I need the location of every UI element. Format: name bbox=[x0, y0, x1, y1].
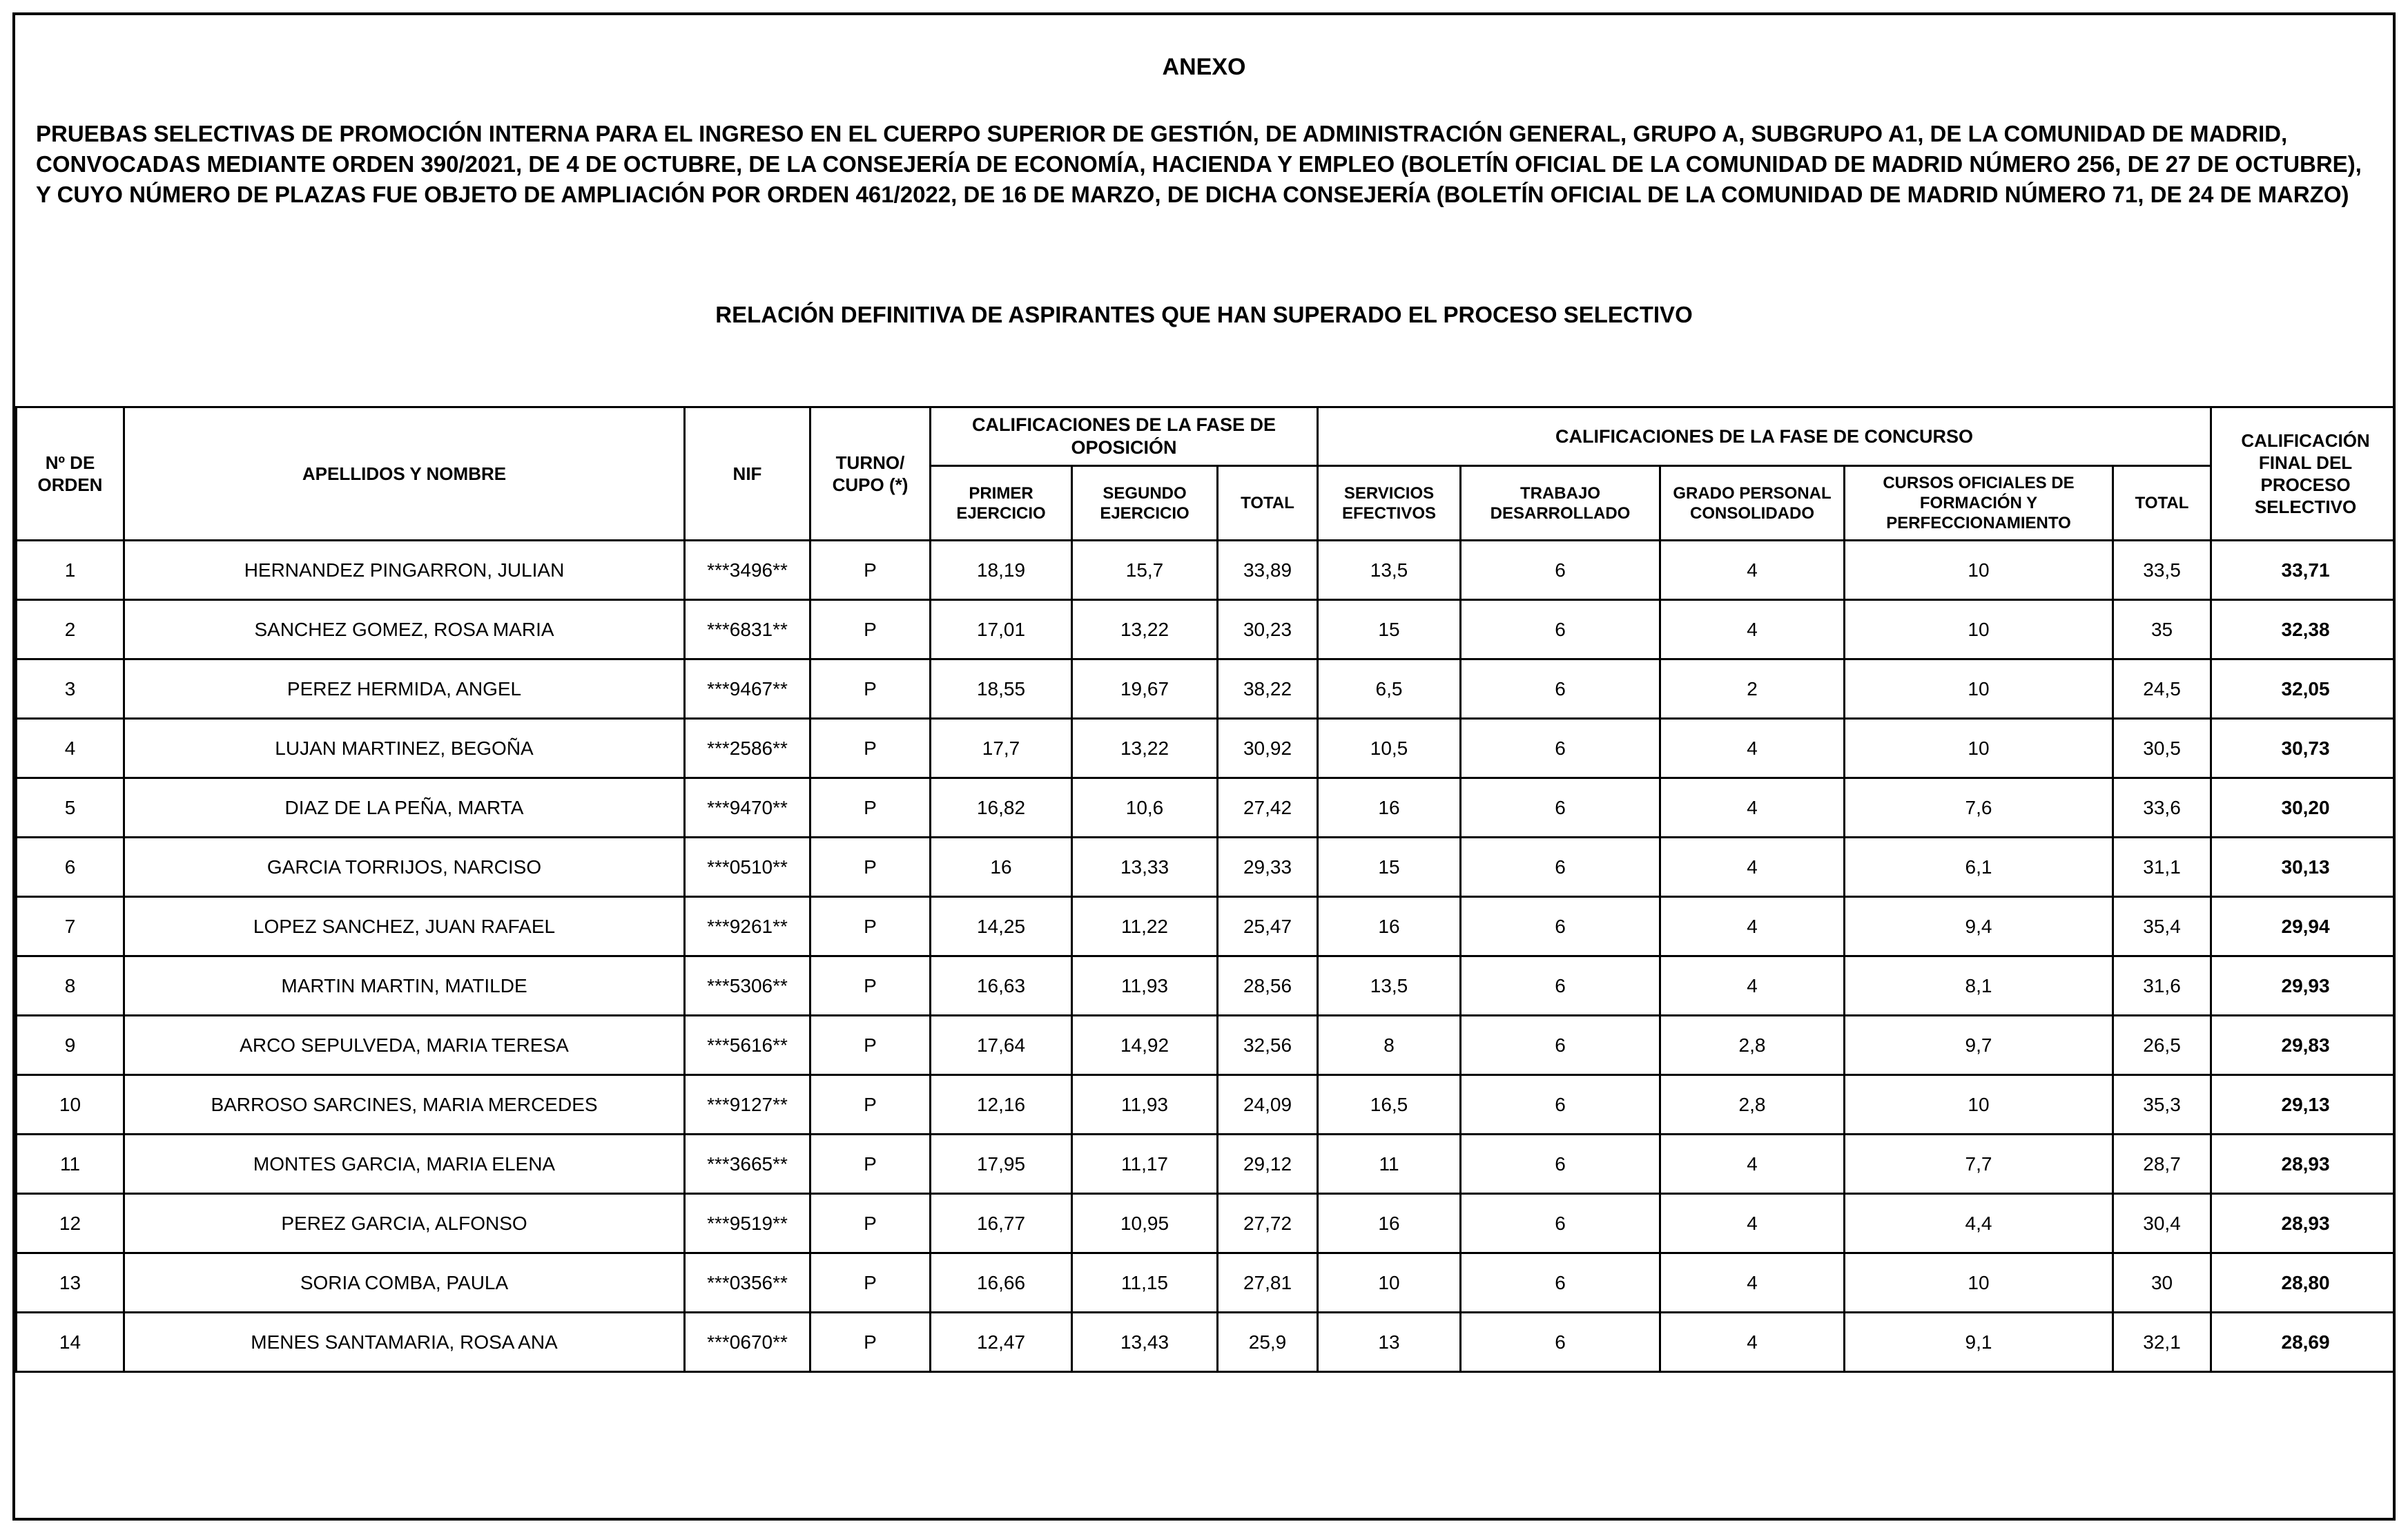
cell-cursos: 10 bbox=[1845, 1253, 2113, 1313]
cell-final: 29,83 bbox=[2211, 1016, 2396, 1075]
cell-concurso-total: 30,4 bbox=[2113, 1194, 2211, 1253]
cell-segundo-ejercicio: 13,22 bbox=[1072, 600, 1218, 659]
col-header-concurso-total: TOTAL bbox=[2113, 466, 2211, 541]
cell-grado: 4 bbox=[1660, 1135, 1845, 1194]
cell-name: HERNANDEZ PINGARRON, JULIAN bbox=[124, 541, 685, 600]
cell-segundo-ejercicio: 10,95 bbox=[1072, 1194, 1218, 1253]
cell-segundo-ejercicio: 10,6 bbox=[1072, 778, 1218, 838]
cell-turno: P bbox=[810, 1075, 931, 1135]
cell-order: 3 bbox=[17, 659, 124, 719]
cell-order: 8 bbox=[17, 956, 124, 1016]
cell-turno: P bbox=[810, 1194, 931, 1253]
cell-oposicion-total: 27,81 bbox=[1218, 1253, 1318, 1313]
table-row bbox=[17, 1194, 2396, 1253]
cell-grado: 2 bbox=[1660, 659, 1845, 719]
cell-servicios: 8 bbox=[1318, 1016, 1461, 1075]
cell-trabajo: 6 bbox=[1461, 719, 1660, 778]
table-header bbox=[17, 407, 2396, 541]
cell-order: 5 bbox=[17, 778, 124, 838]
cell-turno: P bbox=[810, 1313, 931, 1372]
cell-cursos: 9,7 bbox=[1845, 1016, 2113, 1075]
cell-oposicion-total: 27,72 bbox=[1218, 1194, 1318, 1253]
cell-primer-ejercicio: 14,25 bbox=[931, 897, 1072, 956]
cell-order: 14 bbox=[17, 1313, 124, 1372]
cell-segundo-ejercicio: 19,67 bbox=[1072, 659, 1218, 719]
cell-cursos: 8,1 bbox=[1845, 956, 2113, 1016]
cell-trabajo: 6 bbox=[1461, 1016, 1660, 1075]
cell-name: DIAZ DE LA PEÑA, MARTA bbox=[124, 778, 685, 838]
cell-name: MARTIN MARTIN, MATILDE bbox=[124, 956, 685, 1016]
cell-final: 28,93 bbox=[2211, 1135, 2396, 1194]
table-row bbox=[17, 956, 2396, 1016]
cell-order: 4 bbox=[17, 719, 124, 778]
cell-servicios: 16 bbox=[1318, 1194, 1461, 1253]
cell-oposicion-total: 28,56 bbox=[1218, 956, 1318, 1016]
cell-name: MONTES GARCIA, MARIA ELENA bbox=[124, 1135, 685, 1194]
cell-final: 29,13 bbox=[2211, 1075, 2396, 1135]
cell-final: 30,73 bbox=[2211, 719, 2396, 778]
cell-turno: P bbox=[810, 1016, 931, 1075]
cell-oposicion-total: 24,09 bbox=[1218, 1075, 1318, 1135]
cell-turno: P bbox=[810, 1253, 931, 1313]
cell-segundo-ejercicio: 11,15 bbox=[1072, 1253, 1218, 1313]
table-row bbox=[17, 838, 2396, 897]
cell-primer-ejercicio: 17,95 bbox=[931, 1135, 1072, 1194]
cell-cursos: 4,4 bbox=[1845, 1194, 2113, 1253]
cell-segundo-ejercicio: 11,93 bbox=[1072, 1075, 1218, 1135]
cell-final: 28,80 bbox=[2211, 1253, 2396, 1313]
cell-primer-ejercicio: 17,7 bbox=[931, 719, 1072, 778]
cell-name: ARCO SEPULVEDA, MARIA TERESA bbox=[124, 1016, 685, 1075]
col-header-grado-personal: GRADO PERSONAL CONSOLIDADO bbox=[1660, 466, 1845, 541]
table-row bbox=[17, 1075, 2396, 1135]
cell-servicios: 13,5 bbox=[1318, 956, 1461, 1016]
col-group-concurso: CALIFICACIONES DE LA FASE DE CONCURSO bbox=[1318, 407, 2211, 466]
cell-servicios: 13,5 bbox=[1318, 541, 1461, 600]
col-group-oposicion: CALIFICACIONES DE LA FASE DE OPOSICIÓN bbox=[931, 407, 1318, 466]
cell-primer-ejercicio: 16,66 bbox=[931, 1253, 1072, 1313]
cell-name: LOPEZ SANCHEZ, JUAN RAFAEL bbox=[124, 897, 685, 956]
col-header-primer-ejercicio: PRIMER EJERCICIO bbox=[931, 466, 1072, 541]
cell-trabajo: 6 bbox=[1461, 541, 1660, 600]
col-header-oposicion-total: TOTAL bbox=[1218, 466, 1318, 541]
cell-segundo-ejercicio: 14,92 bbox=[1072, 1016, 1218, 1075]
cell-order: 10 bbox=[17, 1075, 124, 1135]
cell-order: 2 bbox=[17, 600, 124, 659]
table-row bbox=[17, 1313, 2396, 1372]
table-header-row-groups bbox=[17, 407, 2396, 466]
cell-segundo-ejercicio: 15,7 bbox=[1072, 541, 1218, 600]
cell-final: 33,71 bbox=[2211, 541, 2396, 600]
cell-oposicion-total: 32,56 bbox=[1218, 1016, 1318, 1075]
table-row bbox=[17, 1016, 2396, 1075]
cell-name: PEREZ HERMIDA, ANGEL bbox=[124, 659, 685, 719]
cell-trabajo: 6 bbox=[1461, 956, 1660, 1016]
cell-name: SORIA COMBA, PAULA bbox=[124, 1253, 685, 1313]
cell-cursos: 7,6 bbox=[1845, 778, 2113, 838]
cell-nif: ***9467** bbox=[685, 659, 810, 719]
cell-nif: ***9519** bbox=[685, 1194, 810, 1253]
cell-cursos: 9,1 bbox=[1845, 1313, 2113, 1372]
cell-grado: 4 bbox=[1660, 778, 1845, 838]
cell-concurso-total: 31,1 bbox=[2113, 838, 2211, 897]
cell-cursos: 10 bbox=[1845, 541, 2113, 600]
table-row bbox=[17, 778, 2396, 838]
cell-grado: 4 bbox=[1660, 1253, 1845, 1313]
cell-servicios: 16 bbox=[1318, 897, 1461, 956]
cell-trabajo: 6 bbox=[1461, 1313, 1660, 1372]
cell-servicios: 6,5 bbox=[1318, 659, 1461, 719]
cell-nif: ***9261** bbox=[685, 897, 810, 956]
cell-servicios: 16 bbox=[1318, 778, 1461, 838]
cell-servicios: 11 bbox=[1318, 1135, 1461, 1194]
cell-final: 30,20 bbox=[2211, 778, 2396, 838]
cell-turno: P bbox=[810, 778, 931, 838]
cell-trabajo: 6 bbox=[1461, 1075, 1660, 1135]
col-header-turno: TURNO/ CUPO (*) bbox=[810, 407, 931, 541]
cell-final: 28,69 bbox=[2211, 1313, 2396, 1372]
col-header-segundo-ejercicio: SEGUNDO EJERCICIO bbox=[1072, 466, 1218, 541]
cell-nif: ***5616** bbox=[685, 1016, 810, 1075]
cell-concurso-total: 35,3 bbox=[2113, 1075, 2211, 1135]
cell-segundo-ejercicio: 13,22 bbox=[1072, 719, 1218, 778]
cell-trabajo: 6 bbox=[1461, 778, 1660, 838]
page-frame bbox=[12, 12, 2396, 1521]
col-header-name: APELLIDOS Y NOMBRE bbox=[124, 407, 685, 541]
cell-grado: 4 bbox=[1660, 541, 1845, 600]
cell-nif: ***9470** bbox=[685, 778, 810, 838]
cell-concurso-total: 30,5 bbox=[2113, 719, 2211, 778]
cell-grado: 4 bbox=[1660, 838, 1845, 897]
cell-turno: P bbox=[810, 956, 931, 1016]
cell-oposicion-total: 29,33 bbox=[1218, 838, 1318, 897]
cell-oposicion-total: 25,47 bbox=[1218, 897, 1318, 956]
cell-nif: ***0510** bbox=[685, 838, 810, 897]
cell-turno: P bbox=[810, 719, 931, 778]
cell-primer-ejercicio: 18,55 bbox=[931, 659, 1072, 719]
table-row bbox=[17, 897, 2396, 956]
cell-concurso-total: 30 bbox=[2113, 1253, 2211, 1313]
cell-segundo-ejercicio: 13,33 bbox=[1072, 838, 1218, 897]
cell-trabajo: 6 bbox=[1461, 600, 1660, 659]
cell-order: 13 bbox=[17, 1253, 124, 1313]
cell-name: LUJAN MARTINEZ, BEGOÑA bbox=[124, 719, 685, 778]
table-row bbox=[17, 719, 2396, 778]
cell-servicios: 10 bbox=[1318, 1253, 1461, 1313]
cell-oposicion-total: 30,92 bbox=[1218, 719, 1318, 778]
cell-order: 12 bbox=[17, 1194, 124, 1253]
cell-final: 29,93 bbox=[2211, 956, 2396, 1016]
cell-segundo-ejercicio: 11,17 bbox=[1072, 1135, 1218, 1194]
cell-servicios: 15 bbox=[1318, 838, 1461, 897]
cell-turno: P bbox=[810, 838, 931, 897]
cell-trabajo: 6 bbox=[1461, 1253, 1660, 1313]
cell-name: MENES SANTAMARIA, ROSA ANA bbox=[124, 1313, 685, 1372]
cell-order: 1 bbox=[17, 541, 124, 600]
cell-final: 30,13 bbox=[2211, 838, 2396, 897]
cell-primer-ejercicio: 12,47 bbox=[931, 1313, 1072, 1372]
cell-segundo-ejercicio: 13,43 bbox=[1072, 1313, 1218, 1372]
cell-trabajo: 6 bbox=[1461, 659, 1660, 719]
cell-order: 6 bbox=[17, 838, 124, 897]
cell-name: PEREZ GARCIA, ALFONSO bbox=[124, 1194, 685, 1253]
cell-trabajo: 6 bbox=[1461, 1135, 1660, 1194]
document-subtitle: RELACIÓN DEFINITIVA DE ASPIRANTES QUE HAN SUPERADO EL PROCESO SELECTIVO bbox=[715, 302, 1693, 327]
col-header-order: Nº DE ORDEN bbox=[17, 407, 124, 541]
table-body bbox=[17, 541, 2396, 1372]
cell-segundo-ejercicio: 11,93 bbox=[1072, 956, 1218, 1016]
cell-concurso-total: 35,4 bbox=[2113, 897, 2211, 956]
cell-name: BARROSO SARCINES, MARIA MERCEDES bbox=[124, 1075, 685, 1135]
table-row bbox=[17, 1253, 2396, 1313]
cell-final: 32,38 bbox=[2211, 600, 2396, 659]
cell-grado: 2,8 bbox=[1660, 1075, 1845, 1135]
cell-cursos: 10 bbox=[1845, 1075, 2113, 1135]
col-header-servicios-efectivos: SERVICIOS EFECTIVOS bbox=[1318, 466, 1461, 541]
cell-grado: 2,8 bbox=[1660, 1016, 1845, 1075]
table-row bbox=[17, 541, 2396, 600]
cell-nif: ***0356** bbox=[685, 1253, 810, 1313]
cell-grado: 4 bbox=[1660, 1313, 1845, 1372]
cell-trabajo: 6 bbox=[1461, 1194, 1660, 1253]
cell-primer-ejercicio: 12,16 bbox=[931, 1075, 1072, 1135]
cell-nif: ***9127** bbox=[685, 1075, 810, 1135]
cell-final: 28,93 bbox=[2211, 1194, 2396, 1253]
cell-concurso-total: 33,6 bbox=[2113, 778, 2211, 838]
cell-concurso-total: 33,5 bbox=[2113, 541, 2211, 600]
cell-order: 11 bbox=[17, 1135, 124, 1194]
cell-oposicion-total: 30,23 bbox=[1218, 600, 1318, 659]
cell-nif: ***5306** bbox=[685, 956, 810, 1016]
cell-turno: P bbox=[810, 1135, 931, 1194]
cell-nif: ***3496** bbox=[685, 541, 810, 600]
cell-primer-ejercicio: 16,77 bbox=[931, 1194, 1072, 1253]
cell-servicios: 16,5 bbox=[1318, 1075, 1461, 1135]
cell-oposicion-total: 29,12 bbox=[1218, 1135, 1318, 1194]
cell-primer-ejercicio: 17,01 bbox=[931, 600, 1072, 659]
cell-name: SANCHEZ GOMEZ, ROSA MARIA bbox=[124, 600, 685, 659]
cell-grado: 4 bbox=[1660, 1194, 1845, 1253]
cell-turno: P bbox=[810, 897, 931, 956]
cell-grado: 4 bbox=[1660, 719, 1845, 778]
cell-oposicion-total: 25,9 bbox=[1218, 1313, 1318, 1372]
cell-order: 7 bbox=[17, 897, 124, 956]
cell-concurso-total: 26,5 bbox=[2113, 1016, 2211, 1075]
cell-trabajo: 6 bbox=[1461, 838, 1660, 897]
cell-servicios: 15 bbox=[1318, 600, 1461, 659]
cell-cursos: 7,7 bbox=[1845, 1135, 2113, 1194]
cell-grado: 4 bbox=[1660, 897, 1845, 956]
col-header-trabajo-desarrollado: TRABAJO DESARROLLADO bbox=[1461, 466, 1660, 541]
cell-concurso-total: 32,1 bbox=[2113, 1313, 2211, 1372]
cell-name: GARCIA TORRIJOS, NARCISO bbox=[124, 838, 685, 897]
cell-final: 32,05 bbox=[2211, 659, 2396, 719]
results-table bbox=[15, 406, 2396, 1373]
cell-primer-ejercicio: 16 bbox=[931, 838, 1072, 897]
cell-oposicion-total: 27,42 bbox=[1218, 778, 1318, 838]
cell-turno: P bbox=[810, 600, 931, 659]
cell-cursos: 10 bbox=[1845, 600, 2113, 659]
table-row bbox=[17, 659, 2396, 719]
cell-cursos: 10 bbox=[1845, 719, 2113, 778]
cell-segundo-ejercicio: 11,22 bbox=[1072, 897, 1218, 956]
document-title: ANEXO bbox=[1162, 54, 1246, 80]
cell-nif: ***2586** bbox=[685, 719, 810, 778]
cell-final: 29,94 bbox=[2211, 897, 2396, 956]
cell-nif: ***0670** bbox=[685, 1313, 810, 1372]
table-row bbox=[17, 600, 2396, 659]
cell-oposicion-total: 33,89 bbox=[1218, 541, 1318, 600]
cell-order: 9 bbox=[17, 1016, 124, 1075]
cell-grado: 4 bbox=[1660, 600, 1845, 659]
cell-concurso-total: 28,7 bbox=[2113, 1135, 2211, 1194]
col-header-final: CALIFICACIÓN FINAL DEL PROCESO SELECTIVO bbox=[2211, 407, 2396, 541]
cell-cursos: 6,1 bbox=[1845, 838, 2113, 897]
col-header-cursos-oficiales: CURSOS OFICIALES DE FORMACIÓN Y PERFECCIONAMIENTO bbox=[1845, 466, 2113, 541]
cell-grado: 4 bbox=[1660, 956, 1845, 1016]
table-row bbox=[17, 1135, 2396, 1194]
cell-cursos: 10 bbox=[1845, 659, 2113, 719]
cell-cursos: 9,4 bbox=[1845, 897, 2113, 956]
cell-nif: ***3665** bbox=[685, 1135, 810, 1194]
cell-primer-ejercicio: 16,82 bbox=[931, 778, 1072, 838]
cell-primer-ejercicio: 16,63 bbox=[931, 956, 1072, 1016]
cell-concurso-total: 35 bbox=[2113, 600, 2211, 659]
cell-concurso-total: 31,6 bbox=[2113, 956, 2211, 1016]
cell-concurso-total: 24,5 bbox=[2113, 659, 2211, 719]
intro-paragraph: PRUEBAS SELECTIVAS DE PROMOCIÓN INTERNA PARA EL INGRESO EN EL CUERPO SUPERIOR DE GESTIÓN, DE ADMINISTRACIÓN GENERAL, GRUPO A, SUBGRUPO A1, DE LA COMUNIDAD DE MADRID, CONVOCADAS MEDIANTE ORDEN 390/2021, DE 4 DE OCTUBRE, DE LA CONSEJERÍA DE ECONOMÍA, HACIENDA Y EMPLEO (BOLETÍN OFICIAL DE LA COMUNIDAD DE MADRID NÚMERO 256, DE 27 DE OCTUBRE), Y CUYO NÚMERO DE PLAZAS FUE OBJETO DE AMPLIACIÓN POR ORDEN 461/2022, DE 16 DE MARZO, DE DICHA CONSEJERÍA (BOLETÍN OFICIAL DE LA COMUNIDAD DE MADRID NÚMERO 71, DE 24 DE MARZO) bbox=[36, 121, 2362, 207]
cell-trabajo: 6 bbox=[1461, 897, 1660, 956]
cell-turno: P bbox=[810, 659, 931, 719]
cell-nif: ***6831** bbox=[685, 600, 810, 659]
cell-primer-ejercicio: 18,19 bbox=[931, 541, 1072, 600]
cell-turno: P bbox=[810, 541, 931, 600]
col-header-nif: NIF bbox=[685, 407, 810, 541]
cell-servicios: 13 bbox=[1318, 1313, 1461, 1372]
cell-primer-ejercicio: 17,64 bbox=[931, 1016, 1072, 1075]
cell-oposicion-total: 38,22 bbox=[1218, 659, 1318, 719]
cell-servicios: 10,5 bbox=[1318, 719, 1461, 778]
